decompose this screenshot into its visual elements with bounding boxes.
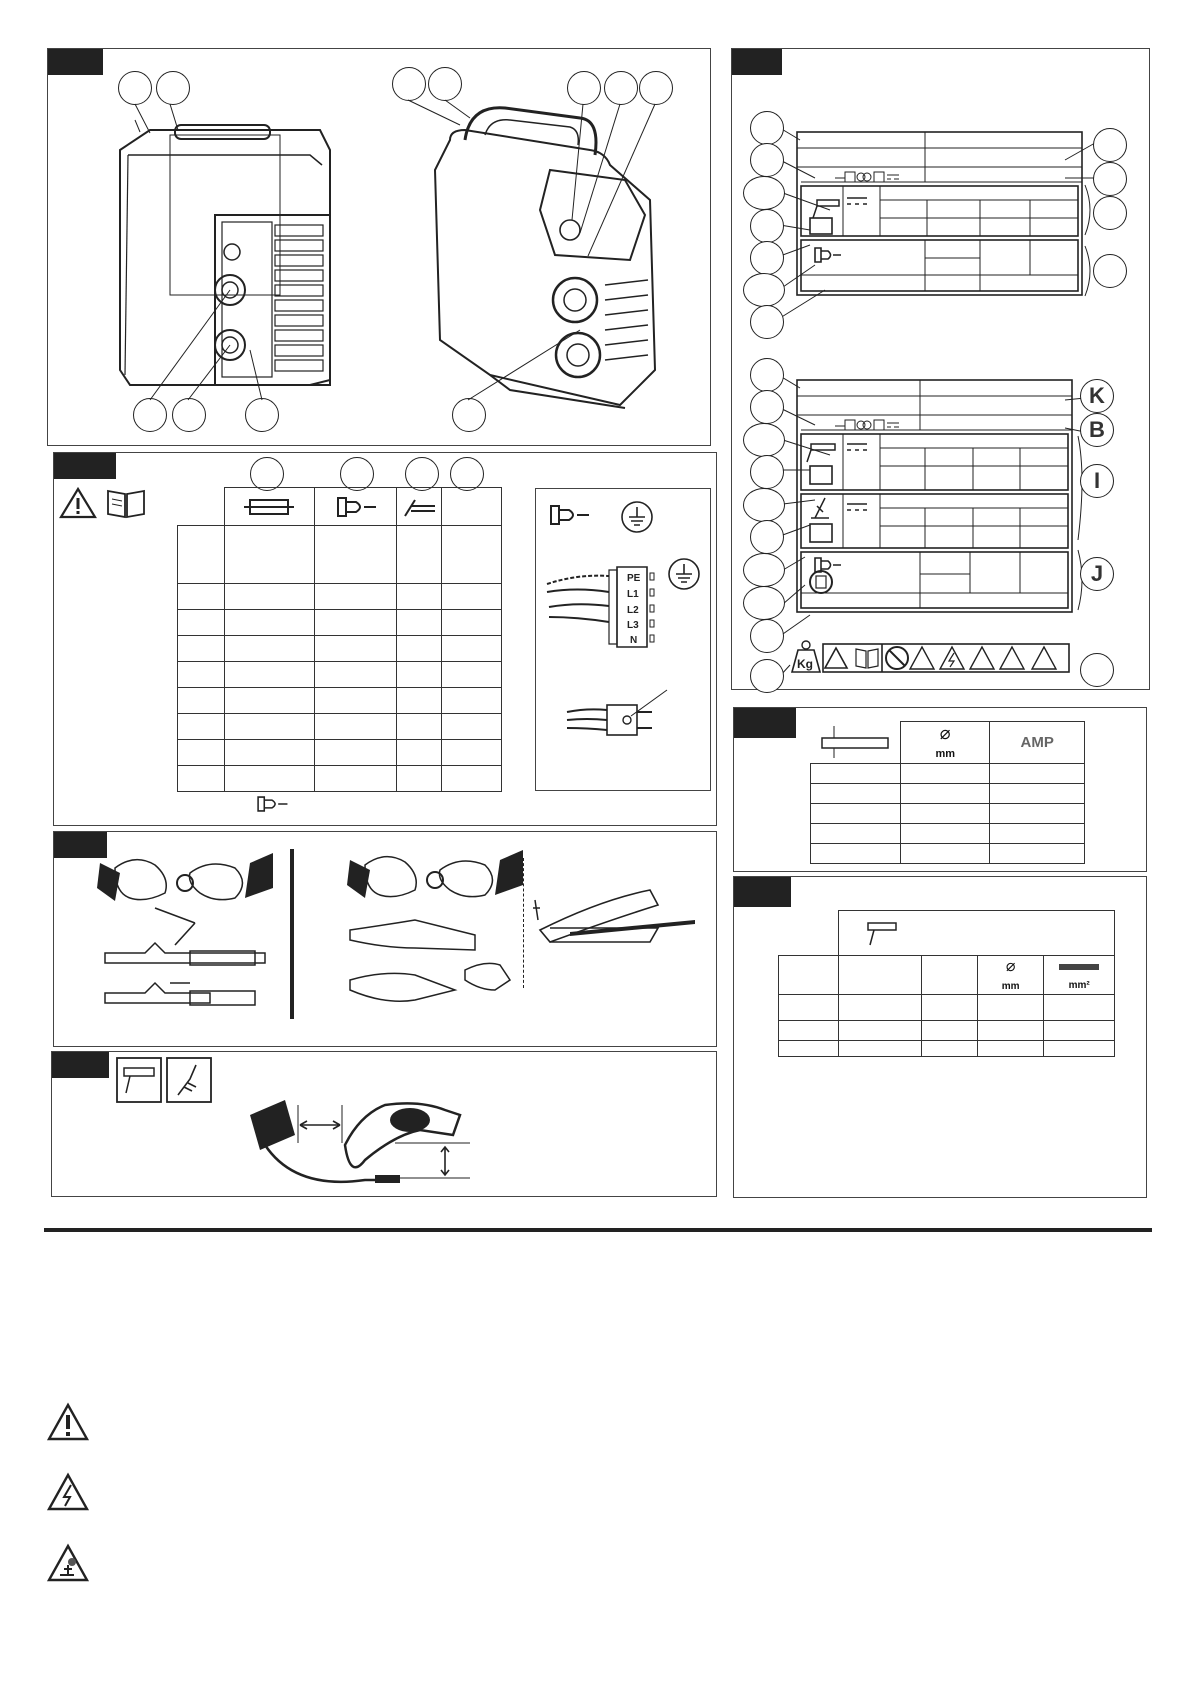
weight-symbol: Kg	[797, 657, 813, 671]
callout-fig3-10	[743, 423, 785, 457]
diameter-unit: mm	[935, 748, 955, 760]
gas-flow-unit: mm²	[1068, 980, 1090, 991]
callout-fig3-16	[750, 619, 784, 653]
fig6-separator	[290, 849, 294, 1019]
callout-fig3-right-5	[1080, 653, 1114, 687]
plug-icon	[255, 793, 289, 815]
callout-fig3-1	[750, 111, 784, 145]
electric-shock-icon	[46, 1472, 90, 1512]
terminal-l2: L2	[627, 605, 639, 616]
terminal-l1: L1	[627, 589, 639, 600]
tig-parameters-table	[778, 910, 1115, 1057]
callout-fig3-4	[750, 209, 784, 243]
figure-5-tab	[734, 877, 791, 907]
callout-b: B	[1080, 413, 1114, 447]
callout-fig3-right-1	[1093, 128, 1127, 162]
callout-fig3-6	[743, 273, 785, 307]
tig-header	[838, 911, 1114, 956]
callout-fig3-right-4	[1093, 254, 1127, 288]
electrode-diameter-unit: mm	[1001, 981, 1020, 992]
callout-fig3-5	[750, 241, 784, 275]
fig6-separator-dashed	[523, 858, 525, 988]
warning-icon	[46, 1402, 90, 1442]
fig3-brackets	[0, 0, 1191, 700]
callout-fig3-right-3	[1093, 196, 1127, 230]
clamp-assembly-illustration-right	[345, 840, 525, 1020]
callout-fig3-right-2	[1093, 162, 1127, 196]
callout-fig3-14	[743, 553, 785, 587]
page-divider	[44, 1228, 1152, 1232]
plug-wiring-illustration	[567, 700, 687, 740]
callout-k: K	[1080, 379, 1114, 413]
sheet-thickness-icon	[820, 724, 890, 760]
callout-fig3-9	[750, 390, 784, 424]
callout-fig3-15	[743, 586, 785, 620]
mma-electrode-icon	[166, 1057, 212, 1103]
callout-fig3-8	[750, 358, 784, 392]
terminal-pe: PE	[627, 573, 641, 584]
terminal-l3: L3	[627, 620, 639, 631]
thickness-header	[811, 722, 901, 764]
electrode-diameter-header: ⌀ mm	[977, 956, 1043, 995]
callout-j: J	[1080, 557, 1114, 591]
figure-7-tab	[52, 1052, 109, 1078]
moving-parts-icon	[46, 1543, 90, 1583]
tig-torch-icon	[864, 919, 900, 947]
tig-mode-icon	[116, 1057, 162, 1103]
callout-fig3-12	[743, 488, 785, 522]
callout-fig3-11	[750, 455, 784, 489]
figure-4-tab	[734, 708, 796, 738]
callout-fig3-3	[743, 176, 785, 210]
ground-clamp-illustration	[530, 880, 700, 960]
safety-symbols-strip	[822, 643, 1070, 673]
diameter-header: ⌀ mm	[901, 722, 990, 764]
callout-fig3-2	[750, 143, 784, 177]
terminal-n: N	[630, 635, 638, 646]
callout-fig3-17	[750, 659, 784, 693]
thickness-diameter-current-table	[810, 721, 1085, 864]
gas-flow-header	[1044, 956, 1115, 995]
callout-fig3-13	[750, 520, 784, 554]
callout-fig3-7	[750, 305, 784, 339]
clamp-assembly-illustration-left	[95, 843, 275, 1023]
amp-header: AMP	[990, 722, 1085, 764]
callout-i: I	[1080, 464, 1114, 498]
electromagnetic-field-distance-illustration	[245, 1095, 475, 1195]
